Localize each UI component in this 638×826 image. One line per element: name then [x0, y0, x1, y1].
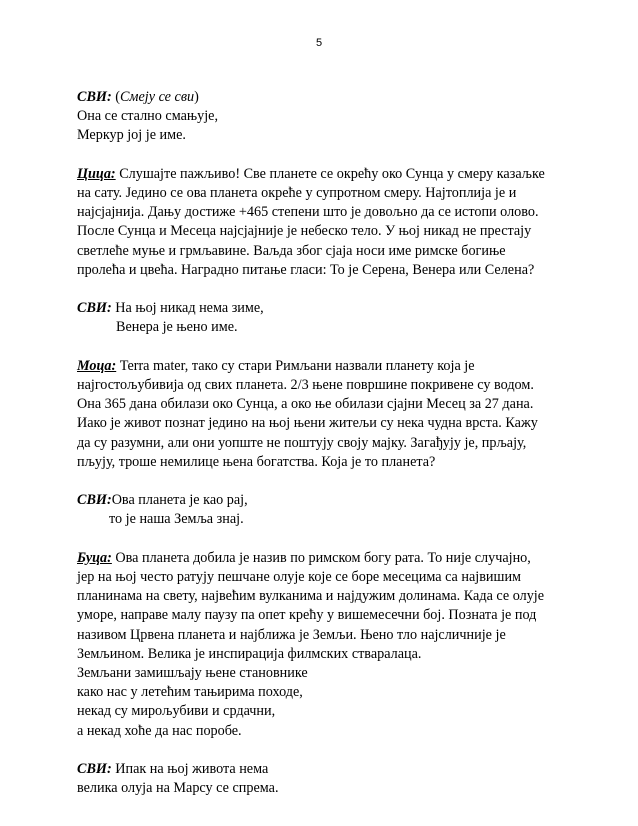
page-number: 5: [315, 37, 323, 49]
dialogue-line: Земљином. Велика је инспирација филмских стваралаца.: [77, 645, 422, 662]
dialogue-line: Земљани замишљају њене становнике: [77, 665, 308, 682]
dialogue-block-moca: [77, 357, 577, 472]
dialogue-line: Иако је живот познат једино на њој њени житељи су нека чудна врста. Кажу: [77, 415, 538, 432]
dialogue-line: пљују, троше немилице њена богатства. Која је то планета?: [77, 453, 436, 470]
dialogue-line: Цица: Слушајте пажљиво! Све планете се окрећу око Сунца у смеру казаљке: [77, 165, 545, 182]
dialogue-block-svi-venus: [77, 299, 577, 337]
dialogue-line: Меркур јој је име.: [77, 127, 186, 144]
dialogue-line: планинама на свету, највећим вулканима и најдужим долинама. Када се олује: [77, 588, 545, 605]
dialogue-line: велика олуја на Марсу се спрема.: [77, 780, 279, 797]
speaker-label: СВИ:: [77, 300, 112, 317]
dialogue-line: Она 365 дана обилази око Сунца, а око ње обилази сјајни Месец за 27 дана.: [77, 396, 534, 413]
stage-direction: Смеју се сви: [119, 89, 195, 105]
dialogue-line: СВИ: (Смеју се сви): [77, 89, 199, 105]
dialogue-line: СВИ: Ипак на њој живота нема: [77, 761, 269, 778]
dialogue-line: светлеће муње и грмљавине. Ваљда због сјаја носи име римске богиње: [77, 242, 506, 259]
dialogue-line: то је наша Земља знај.: [109, 511, 244, 528]
dialogue-line: најсјајнија. Дању достиже +465 степени што је довољно да се истопи олово.: [77, 204, 539, 221]
dialogue-line: како нас у летећим тањирима походе,: [77, 684, 303, 701]
dialogue-line: најгостољубивија од свих планета. 2/3 њене површине покривене су водом.: [77, 377, 534, 393]
dialogue-block-cica: [77, 165, 577, 280]
speaker-label: СВИ:: [77, 492, 112, 509]
speaker-label: Цица:: [77, 165, 116, 182]
dialogue-block-svi-mars: [77, 760, 577, 798]
dialogue-line: на сату. Једино се ова планета окреће у супротном смеру. Најтоплија је и: [77, 185, 517, 201]
dialogue-block-svi-earth: [77, 491, 577, 529]
dialogue-line: пролећа и цвећа. Наградно питање гласи: То је Серена, Венера или Селена?: [77, 261, 535, 278]
speaker-label: СВИ:: [77, 761, 112, 778]
dialogue-block-svi-mercury: [77, 88, 577, 146]
speaker-label: Моца:: [77, 357, 117, 374]
dialogue-line: а некад хоће да нас поробе.: [77, 722, 242, 739]
dialogue-line: СВИ: На њој никад нема зиме,: [77, 300, 264, 317]
dialogue-line: некад су мирољубиви и срдачни,: [77, 703, 276, 720]
dialogue-line: Моца: Terra mater, тако су стари Римљани назвали планету која је: [77, 357, 475, 374]
speaker-label: СВИ:: [77, 89, 112, 105]
dialogue-line: Буца: Ова планета добила је назив по римском богу рата. То није случајно,: [77, 549, 531, 566]
dialogue-block-buca: [77, 549, 577, 741]
dialogue-line: После Сунца и Месеца најсјајније је небеско тело. У њој никад не престају: [77, 223, 532, 240]
dialogue-line: Венера је њено име.: [116, 319, 238, 336]
dialogue-line: СВИ:Ова планета је као рај,: [77, 492, 248, 509]
dialogue-line: називом Црвена планета и најближа је Земљи. Њено тло најсличније је: [77, 626, 506, 643]
document-body: [77, 88, 577, 818]
dialogue-line: Она се стално смањује,: [77, 108, 219, 125]
speaker-label: Буца:: [77, 549, 112, 566]
dialogue-line: јер на њој често ратују пешчане олује које се боре месецима са највишим: [77, 569, 522, 585]
dialogue-line: да су разумни, али они уопште не поштују своју мајку. Загађују је, прљају,: [77, 434, 527, 451]
dialogue-line: уморе, направе малу паузу па опет крећу у вишемесечни бој. Позната је под: [77, 607, 537, 624]
